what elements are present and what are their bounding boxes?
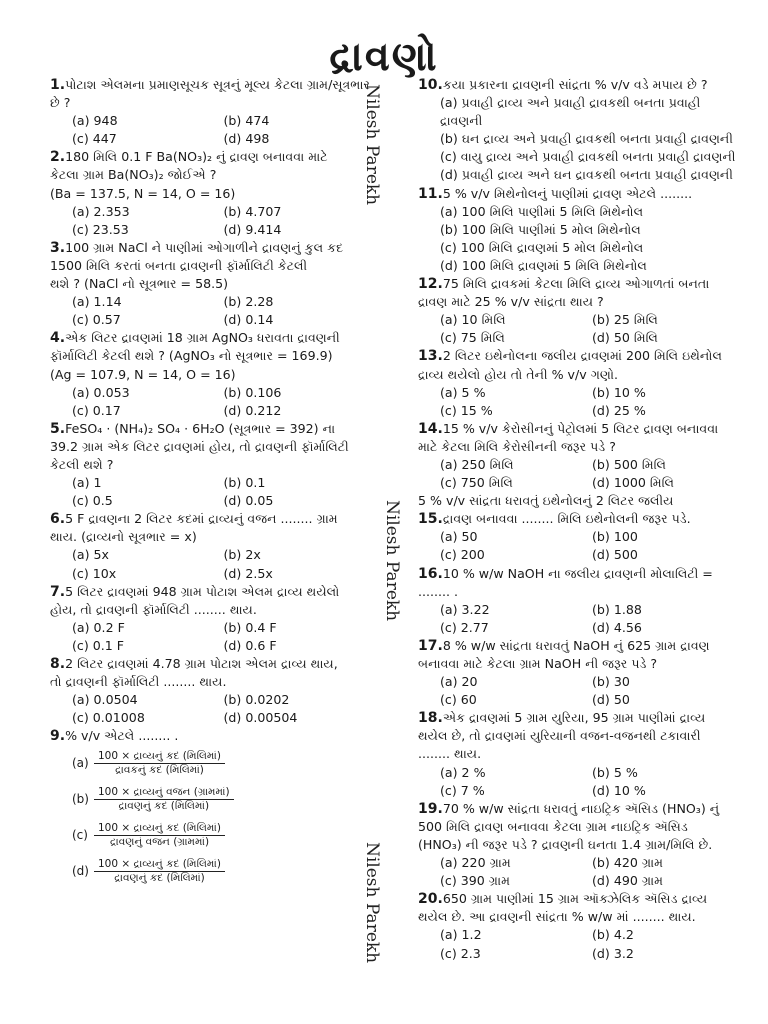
option: (c) 0.5 [72,493,113,509]
options-grid [50,619,375,655]
question-block [418,420,744,492]
option: (a) 2.353 [72,203,130,219]
option-letter: (c) [72,828,88,843]
options-grid [50,112,375,148]
question-line: 5 % v/v સાંદ્રતા ધરાવતું ઇથેનોલનું 2 લિટર જલીય [418,493,674,509]
fraction-numerator: 100 × દ્રાવ્યનું કદ (મિલિમાં) [94,822,225,836]
question-line: કયા પ્રકારના દ્રાવણની સાંદ્રતા % v/v વડે મપાય છે ? [442,77,708,92]
option: (d) 0.6 F [223,637,277,653]
question-line: 75 મિલિ દ્રાવકમાં કેટલા મિલિ દ્રાવ્ય ઓગાળતાં બનતા [442,276,710,292]
question-number: 9. [50,728,66,745]
fraction-numerator: 100 × દ્રાવ્યનું કદ (મિલિમાં) [94,858,225,872]
question-line: બનાવવા માટે કેટલા ગ્રામ NaOH ની જરૂર પડે ? [418,656,658,671]
option: (d) 498 [223,131,270,147]
question-line: થયેલ છે, તો દ્રાવણમાં યુરિયાની વજન-વજનથી ટકાવારી [418,728,701,744]
question-text [50,727,375,745]
fraction [94,786,234,813]
option: (a) 100 મિલિ પાણીમાં 5 મિલિ મિથેનોલ [440,203,644,219]
question-number: 4. [50,330,66,347]
question-line: થયેલ છે. આ દ્રાવણની સાંદ્રતા % w/w માં ........ થાય. [418,909,696,925]
question-text [50,438,375,456]
options-grid [418,764,744,800]
option: (c) 447 [72,131,117,147]
option: (a) 0.0504 [72,692,138,708]
question-line: દ્રાવણ માટે 25 % v/v સાંદ્રતા થાય ? [418,294,604,310]
options-grid [418,601,744,637]
fraction-numerator: 100 × દ્રાવ્યનું વજન (ગ્રામમાં) [94,786,234,800]
question-block [418,185,744,275]
question-line: 100 ગ્રામ NaCl ને પાણીમાં ઓગાળીને દ્રાવણનું કુલ કદ [65,239,344,255]
question-block [50,510,375,582]
option: (a) પ્રવાહી દ્રાવ્ય અને પ્રવાહી દ્રાવકથી બનતા પ્રવાહી દ્રાવણની [440,95,701,129]
option: (a) 50 [440,529,478,545]
question-line: ફૉર્માલિટી કેટલી થશે ? (AgNO₃ નો સૂત્રભાર = 169.9) [50,348,333,364]
question-text [418,420,744,438]
option: (c) 0.1 F [72,637,125,653]
question-text [50,166,375,184]
option: (c) 60 [440,692,477,708]
fraction-denominator: દ્રાવણનું કદ (મિલિમાં) [118,799,210,812]
option: (d) 490 ગ્રામ [592,873,664,889]
question-line: ........ . [418,583,459,599]
options-grid [50,293,375,329]
option: (d) 50 [592,692,630,708]
option: (b) 25 મિલિ [592,312,658,328]
option: (c) વાયુ દ્રાવ્ય અને પ્રવાહી દ્રાવકથી બનતા પ્રવાહી દ્રાવણની [440,149,736,165]
question-line: % v/v એટલે ........ . [65,728,179,744]
option: (a) 1.14 [72,294,122,310]
question-number: 7. [50,583,66,600]
question-text [418,185,744,203]
option: (b) 10 % [592,384,646,400]
question-number: 8. [50,656,66,672]
option: (d) 2.5x [223,565,273,581]
question-text [418,709,744,727]
question-line: 2 લિટર ઇથેનોલના જલીય દ્રાવણમાં 200 મિલિ ઇથેનોલ [442,348,722,364]
watermark-top: Nilesh Parekh [362,84,382,206]
options-grid [50,546,375,582]
question-text [418,76,744,94]
question-text [50,148,375,166]
question-line: 500 મિલિ દ્રાવણ બનાવવા કેટલા ગ્રામ નાઇટ્રિક ઍસિડ [418,818,688,834]
question-block [418,275,744,347]
option: (b) 2.28 [223,294,274,310]
option: (c) 0.17 [72,402,121,418]
question-block [418,510,744,564]
options-grid [50,691,375,727]
option: (a) 250 મિલિ [440,456,514,472]
question-text [50,275,375,293]
question-text [50,420,375,438]
question-line: કેટલા ગ્રામ Ba(NO₃)₂ જોઈએ ? [50,167,217,183]
question-line: છે ? [50,95,71,111]
question-line: એક દ્રાવણમાં 5 ગ્રામ યુરિયા, 95 ગ્રામ પાણીમાં દ્રાવ્ય [442,710,706,726]
question-text [50,347,375,365]
fraction-denominator: દ્રાવણનું કદ (મિલિમાં) [114,871,205,884]
question-line: 39.2 ગ્રામ એક લિટર દ્રાવણમાં હોય, તો દ્રાવણની ફૉર્માલિટી [50,438,349,454]
question-block [50,655,375,727]
option: (d) 0.212 [223,402,282,418]
question-line: 180 મિલિ 0.1 F Ba(NO₃)₂ નું દ્રાવણ બનાવવા માટે [65,149,328,165]
question-line: (HNO₃) ની જરૂર પડે ? દ્રાવણની ઘનતા 1.4 ગ્રામ/મિલિ છે. [418,836,713,852]
question-line: 650 ગ્રામ પાણીમાં 15 ગ્રામ ઑક્ઝેલિક ઍસિડ દ્રાવ્ય [442,891,708,907]
option: (a) 3.22 [440,601,490,617]
question-line: 5 લિટર દ્રાવણમાં 948 ગ્રામ પોટાશ એલમ દ્રાવ્ય થયેલો [65,583,340,599]
option: (b) 420 ગ્રામ [592,855,664,871]
question-block [418,800,744,890]
option: (b) ઘન દ્રાવ્ય અને પ્રવાહી દ્રાવકથી બનતા પ્રવાહી દ્રાવણની [440,131,733,147]
question-text [418,366,744,384]
question-line: દ્રાવણ બનાવવા ........ મિલિ ઇથેનોલની જરૂર પડે. [442,511,691,527]
question-number: 11. [418,185,443,202]
question-text [418,438,744,456]
question-text [418,275,744,293]
fraction-option [50,817,375,853]
question-line: તો દ્રાવણની ફૉર્માલિટી ........ થાય. [50,674,227,690]
page-title: દ્રાવણો [329,34,439,80]
question-line: ........ થાય. [418,746,482,762]
option: (d) 1000 મિલિ [592,475,674,491]
option: (c) 10x [72,565,117,581]
question-line: 2 લિટર દ્રાવણમાં 4.78 ગ્રામ પોટાશ એલમ દ્રાવ્ય થાય, [65,656,338,671]
question-block [50,148,375,238]
question-block [418,565,744,637]
option: (b) 4.707 [223,203,282,219]
question-text [50,655,375,673]
option: (b) 5 % [592,764,638,780]
option: (b) 30 [592,674,630,690]
question-block [50,76,375,148]
option: (d) 100 મિલિ દ્રાવણમાં 5 મિલિ મિથેનોલ [440,257,647,273]
option: (d) 3.2 [592,945,634,961]
option-letter: (b) [72,792,89,807]
question-text [50,94,375,112]
question-text [418,583,744,601]
question-number: 2. [50,149,66,166]
option: (c) 0.57 [72,312,121,328]
question-text [50,366,375,384]
option: (c) 750 મિલિ [440,475,513,491]
option: (b) 0.4 F [223,619,277,635]
question-line: થાય. (દ્રાવ્યનો સૂત્રભાર = x) [50,529,197,545]
right-column [418,76,744,963]
option: (d) 500 [592,547,638,563]
question-text [418,293,744,311]
fraction [94,750,225,777]
question-line: દ્રાવ્ય થયેલો હોય તો તેની % v/v ગણો. [418,366,619,382]
question-number: 12. [418,276,443,293]
option: (a) 0.053 [72,384,130,400]
option: (b) 0.0202 [223,692,290,708]
question-number: 20. [418,891,443,908]
question-text [50,583,375,601]
question-block [418,637,744,709]
option: (b) 0.1 [223,475,266,491]
question-text [50,257,375,275]
options-grid [50,203,375,239]
fraction-option [50,745,375,781]
question-line: (Ba = 137.5, N = 14, O = 16) [50,185,236,201]
option: (c) 75 મિલિ [440,330,505,346]
question-number: 19. [418,800,443,817]
options-grid [418,926,744,962]
question-block [418,347,744,419]
option: (b) 474 [223,113,270,129]
question-line: થશે ? (NaCl નો સૂત્રભાર = 58.5) [50,276,229,292]
watermark-bottom: Nilesh Parekh [362,842,382,964]
question-text [50,456,375,474]
question-line: 8 % w/w સાંદ્રતા ધરાવતું NaOH નું 625 ગ્રામ દ્રાવણ [442,637,710,653]
question-line: (Ag = 107.9, N = 14, O = 16) [50,366,236,382]
option: (d) 0.00504 [223,710,298,726]
options-grid [418,384,744,420]
question-block [50,239,375,329]
option: (a) 220 ગ્રામ [440,855,511,871]
fraction-option [50,781,375,817]
question-text [418,492,744,510]
option: (a) 1 [72,475,102,491]
question-number: 1. [50,77,66,93]
question-number: 13. [418,348,443,365]
question-number: 17. [418,637,443,654]
question-line: 5 F દ્રાવણના 2 લિટર કદમાં દ્રાવ્યનું વજન ........ ગ્રામ [65,511,338,527]
question-text [418,818,744,836]
question-line: FeSO₄ · (NH₄)₂ SO₄ · 6H₂O (સૂત્રભાર = 392) ના [65,420,336,436]
option: (c) 15 % [440,402,493,418]
question-text [418,637,744,655]
question-number: 10. [418,77,443,93]
question-text [418,836,744,854]
question-text [50,673,375,691]
question-line: હોય, તો દ્રાવણની ફૉર્માલિટી ........ થાય. [50,601,257,617]
option: (d) 50 મિલિ [592,330,658,346]
question-line: પોટાશ એલમના પ્રમાણસૂચક સૂત્રનું મૂલ્ય કેટલા ગ્રામ/સૂત્રભાર [65,77,370,92]
option: (c) 7 % [440,782,485,798]
question-line: 1500 મિલિ કરતાં બનતા દ્રાવણની ફૉર્માલિટી કેટલી [50,257,308,273]
option: (a) 948 [72,113,118,129]
question-number: 18. [418,710,443,727]
question-line: કેટલી થશે ? [50,456,114,472]
question-text [50,528,375,546]
question-block [50,583,375,655]
option: (a) 5 % [440,384,486,400]
question-number: 6. [50,511,66,528]
question-block [418,890,744,962]
option: (d) 9.414 [223,221,282,237]
option: (c) 390 ગ્રામ [440,873,510,889]
question-text [418,565,744,583]
option: (b) 1.88 [592,601,642,617]
question-text [50,510,375,528]
fraction-numerator: 100 × દ્રાવ્યનું કદ (મિલિમાં) [94,750,225,764]
question-block [418,709,744,799]
question-line: 70 % w/w સાંદ્રતા ધરાવતું નાઇટ્રિક ઍસિડ (HNO₃) નું [442,800,720,816]
option: (d) 25 % [592,402,646,418]
question-line: 10 % w/w NaOH ના જલીય દ્રાવણની મોલાલિટી = [442,565,713,581]
watermark-middle: Nilesh Parekh [382,500,402,622]
option: (c) 0.01008 [72,710,145,726]
question-text [418,727,744,745]
left-column [50,76,375,889]
question-number: 5. [50,420,66,437]
option: (a) 10 મિલિ [440,312,506,328]
option: (b) 100 [592,529,638,545]
question-text [50,601,375,619]
option: (c) 2.77 [440,619,489,635]
option: (c) 100 મિલિ દ્રાવણમાં 5 મોલ મિથેનોલ [440,239,644,255]
question-text [418,800,744,818]
option: (a) 0.2 F [72,619,125,635]
question-block [50,329,375,419]
option: (b) 100 મિલિ પાણીમાં 5 મોલ મિથેનોલ [440,221,641,237]
options-grid [418,456,744,492]
option-letter: (d) [72,864,89,879]
option: (a) 1.2 [440,927,482,943]
question-text [418,908,744,926]
option: (c) 200 [440,547,485,563]
options-grid [418,528,744,564]
option: (c) 23.53 [72,221,129,237]
fraction-option [50,853,375,889]
option: (b) 0.106 [223,384,282,400]
question-line: 5 % v/v મિથેનોલનું પાણીમાં દ્રાવણ એટલે ........ [442,185,693,201]
option: (a) 5x [72,547,110,563]
option: (a) 2 % [440,764,486,780]
question-text [418,655,744,673]
options-grid [50,384,375,420]
question-text [418,745,744,763]
option: (b) 4.2 [592,927,634,943]
option: (c) 2.3 [440,945,481,961]
option: (d) 4.56 [592,619,642,635]
question-text [418,347,744,365]
fraction [94,858,225,885]
question-number: 16. [418,565,443,582]
question-number: 14. [418,420,443,437]
question-number: 3. [50,239,66,256]
option: (a) 20 [440,674,478,690]
option: (d) પ્રવાહી દ્રાવ્ય અને ઘન દ્રાવકથી બનતા પ્રવાહી દ્રાવણની [440,167,733,183]
option-letter: (a) [72,756,89,771]
question-text [50,329,375,347]
option: (b) 2x [223,547,261,563]
option: (d) 0.05 [223,493,274,509]
fraction-denominator: દ્રાવકનું કદ (મિલિમાં) [115,763,204,776]
question-number: 15. [418,511,443,528]
question-text [50,185,375,203]
options-grid [418,854,744,890]
question-line: એક લિટર દ્રાવણમાં 18 ગ્રામ AgNO₃ ધરાવતા દ્રાવણની [65,330,340,346]
options-grid [418,673,744,709]
question-line: 15 % v/v કેરોસીનનું પેટ્રોલમાં 5 લિટર દ્રાવણ બનાવવા [442,420,719,436]
question-text [50,76,375,94]
fraction [94,822,225,849]
question-block [50,420,375,510]
option: (d) 0.14 [223,312,274,328]
question-line: માટે કેટલા મિલિ કેરોસીનની જરૂર પડે ? [418,438,616,454]
fraction-denominator: દ્રાવણનું વજન (ગ્રામમાં) [109,835,210,848]
question-text [418,510,744,528]
question-text [50,239,375,257]
options-grid [50,474,375,510]
question-block [418,492,744,510]
option: (d) 10 % [592,782,646,798]
question-text [418,890,744,908]
options-grid [418,311,744,347]
option: (b) 500 મિલિ [592,456,666,472]
question-block [418,76,744,185]
question-block [50,727,375,889]
